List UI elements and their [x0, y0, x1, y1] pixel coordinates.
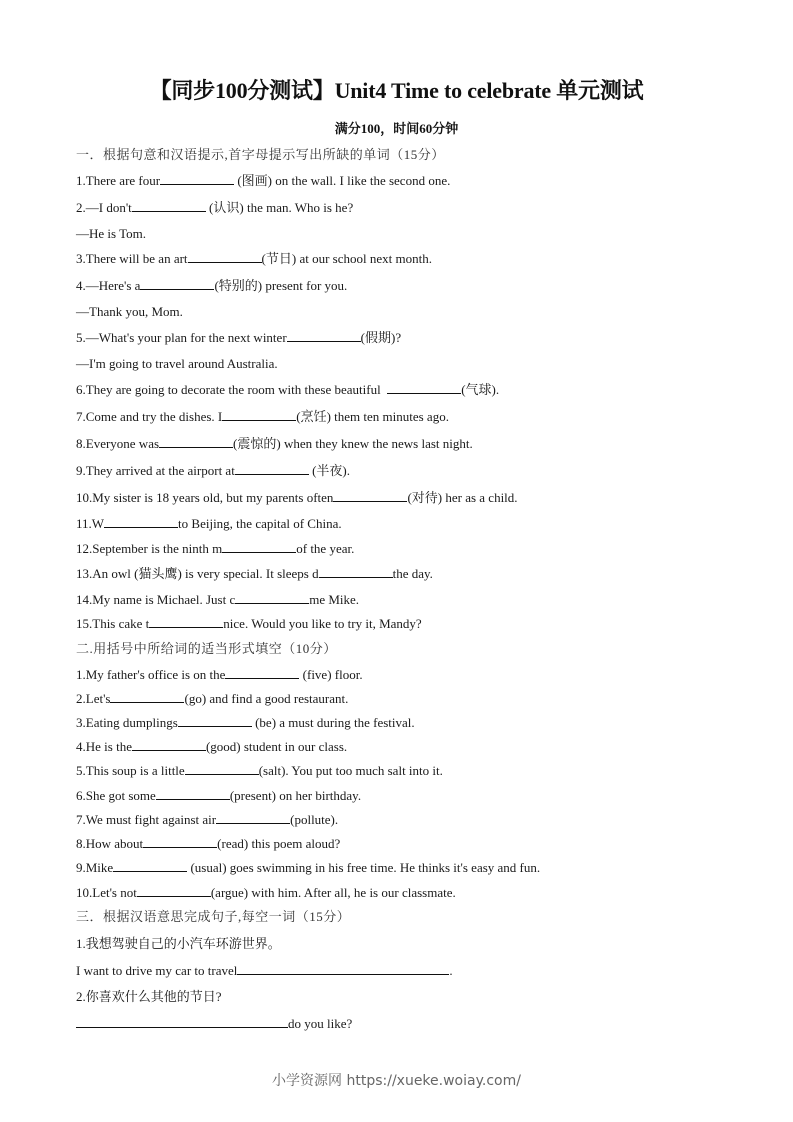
- section-1-heading: 一．根据句意和汉语提示,首字母提示写出所缺的单词（15分）: [76, 147, 445, 162]
- question-text: (气球).: [461, 382, 500, 397]
- question-text: 10.My sister is 18 years old, but my parents often: [76, 490, 334, 505]
- question-text: 5.This soup is a little: [76, 763, 185, 778]
- answer-blank[interactable]: [143, 835, 217, 848]
- question: [76, 172, 450, 190]
- question-text: 3.Eating dumplings: [76, 715, 178, 730]
- question-text: (节日) at our school next month.: [261, 251, 432, 266]
- question-text: 7.We must fight against air: [76, 812, 217, 827]
- question-text: me Mike.: [309, 592, 360, 607]
- question: [76, 462, 350, 480]
- question-text: .: [449, 963, 453, 978]
- question-chinese: 2.你喜欢什么其他的节日?: [76, 989, 222, 1004]
- question-text: 14.My name is Michael. Just c: [76, 592, 236, 607]
- question-text: (read) this poem aloud?: [217, 836, 341, 851]
- question-text: (震惊的) when they knew the news last night.: [233, 436, 473, 451]
- question-text: 9.Mike: [76, 860, 114, 875]
- question: [76, 714, 415, 732]
- answer-blank[interactable]: [137, 884, 211, 897]
- question: [76, 738, 347, 756]
- question: [76, 811, 338, 829]
- question-text: 11.W: [76, 516, 105, 531]
- question-text: (good) student in our class.: [205, 739, 348, 754]
- answer-blank[interactable]: [110, 690, 184, 703]
- answer-blank[interactable]: [185, 762, 259, 775]
- page-subtitle: 满分100，时间60分钟: [334, 121, 459, 136]
- question-text: (usual) goes swimming in his free time. He thinks it's easy and fun.: [187, 860, 541, 875]
- question: [76, 591, 359, 609]
- answer-blank[interactable]: [113, 859, 187, 872]
- question-text: 2.Let's: [76, 691, 111, 706]
- question-text: 13.An owl (猫头鹰) is very special. It sleeps d: [76, 566, 319, 581]
- question: [76, 199, 353, 217]
- answer-blank[interactable]: [287, 329, 361, 342]
- answer-blank[interactable]: [132, 738, 206, 751]
- answer-blank[interactable]: [156, 787, 230, 800]
- answer-blank[interactable]: [76, 1015, 288, 1028]
- question: [76, 859, 540, 877]
- question-text: nice. Would you like to try it, Mandy?: [223, 616, 422, 631]
- section-2-heading: 二.用括号中所给词的适当形式填空（10分）: [76, 641, 337, 656]
- question-text: (假期)?: [360, 330, 402, 345]
- question-text: 7.Come and try the dishes. I: [76, 409, 223, 424]
- question-reply: —He is Tom.: [76, 226, 146, 241]
- answer-blank[interactable]: [222, 408, 296, 421]
- question: [76, 690, 348, 708]
- answer-blank[interactable]: [178, 714, 252, 727]
- answer-blank[interactable]: [333, 489, 407, 502]
- page-title: 【同步100分测试】Unit4 Time to celebrate 单元测试: [149, 78, 644, 103]
- question-text: 6.She got some: [76, 788, 156, 803]
- answer-blank[interactable]: [188, 250, 262, 263]
- answer-blank[interactable]: [387, 381, 461, 394]
- question: [76, 435, 473, 453]
- question: [76, 615, 422, 633]
- question-text: (salt). You put too much salt into it.: [258, 763, 443, 778]
- question-text: the day.: [392, 566, 433, 581]
- question-text: 8.Everyone was: [76, 436, 160, 451]
- question-text: 12.September is the ninth m: [76, 541, 223, 556]
- question-text: 2.—I don't: [76, 200, 132, 215]
- question: [76, 787, 361, 805]
- question-reply: —Thank you, Mom.: [76, 304, 183, 319]
- question-text: do you like?: [288, 1016, 353, 1031]
- question-text: 4.—Here's a: [76, 278, 141, 293]
- question: [76, 515, 342, 533]
- question-text: (烹饪) them ten minutes ago.: [296, 409, 449, 424]
- question: [76, 250, 432, 268]
- answer-blank[interactable]: [140, 277, 214, 290]
- question: [76, 277, 347, 295]
- question-text: (对待) her as a child.: [407, 490, 518, 505]
- question-text: 1.My father's office is on the: [76, 667, 226, 682]
- question-text: (半夜).: [308, 463, 350, 478]
- question: [76, 540, 354, 558]
- question-text: (认识) the man. Who is he?: [205, 200, 354, 215]
- question-text: 15.This cake t: [76, 616, 150, 631]
- question-text: (go) and find a good restaurant.: [184, 691, 349, 706]
- question: [76, 835, 340, 853]
- question-text: 3.There will be an art: [76, 251, 188, 266]
- question: [76, 408, 449, 426]
- question-text: (pollute).: [290, 812, 339, 827]
- question-text: 5.—What's your plan for the next winter: [76, 330, 287, 345]
- answer-blank[interactable]: [149, 615, 223, 628]
- question: [76, 666, 363, 684]
- question-text: (特别的) present for you.: [214, 278, 348, 293]
- question-text: (five) floor.: [299, 667, 363, 682]
- question-text: 4.He is the: [76, 739, 132, 754]
- question: [76, 329, 401, 347]
- footer-watermark: 小学资源网 https://xueke.woiay.com/: [272, 1073, 521, 1089]
- answer-blank[interactable]: [132, 199, 206, 212]
- answer-blank[interactable]: [235, 591, 309, 604]
- question-text: (图画) on the wall. I like the second one.: [234, 173, 451, 188]
- answer-blank[interactable]: [319, 565, 393, 578]
- answer-blank[interactable]: [216, 811, 290, 824]
- answer-blank[interactable]: [159, 435, 233, 448]
- question-text: 8.How about: [76, 836, 144, 851]
- answer-blank[interactable]: [235, 462, 309, 475]
- answer-blank[interactable]: [225, 666, 299, 679]
- question-text: (argue) with him. After all, he is our classmate.: [210, 885, 456, 900]
- question: [76, 884, 456, 902]
- question-chinese: 1.我想驾驶自己的小汽车环游世界。: [76, 936, 281, 951]
- question-text: 6.They are going to decorate the room with these beautiful: [76, 382, 388, 397]
- question-text: to Beijing, the capital of China.: [178, 516, 342, 531]
- section-3-heading: 三．根据汉语意思完成句子,每空一词（15分）: [76, 909, 351, 924]
- question-text: 9.They arrived at the airport at: [76, 463, 235, 478]
- question: [76, 489, 518, 507]
- question: [76, 1015, 352, 1033]
- question-text: 10.Let's not: [76, 885, 137, 900]
- answer-blank[interactable]: [237, 962, 449, 975]
- question: [76, 962, 453, 980]
- answer-blank[interactable]: [104, 515, 178, 528]
- question-text: (present) on her birthday.: [229, 788, 362, 803]
- question: [76, 762, 443, 780]
- answer-blank[interactable]: [222, 540, 296, 553]
- answer-blank[interactable]: [160, 172, 234, 185]
- question-reply: —I'm going to travel around Australia.: [76, 356, 278, 371]
- question: [76, 381, 499, 399]
- question-text: (be) a must during the festival.: [251, 715, 415, 730]
- question-text: I want to drive my car to travel: [76, 963, 238, 978]
- question-text: of the year.: [296, 541, 355, 556]
- question-text: 1.There are four: [76, 173, 161, 188]
- question: [76, 565, 433, 583]
